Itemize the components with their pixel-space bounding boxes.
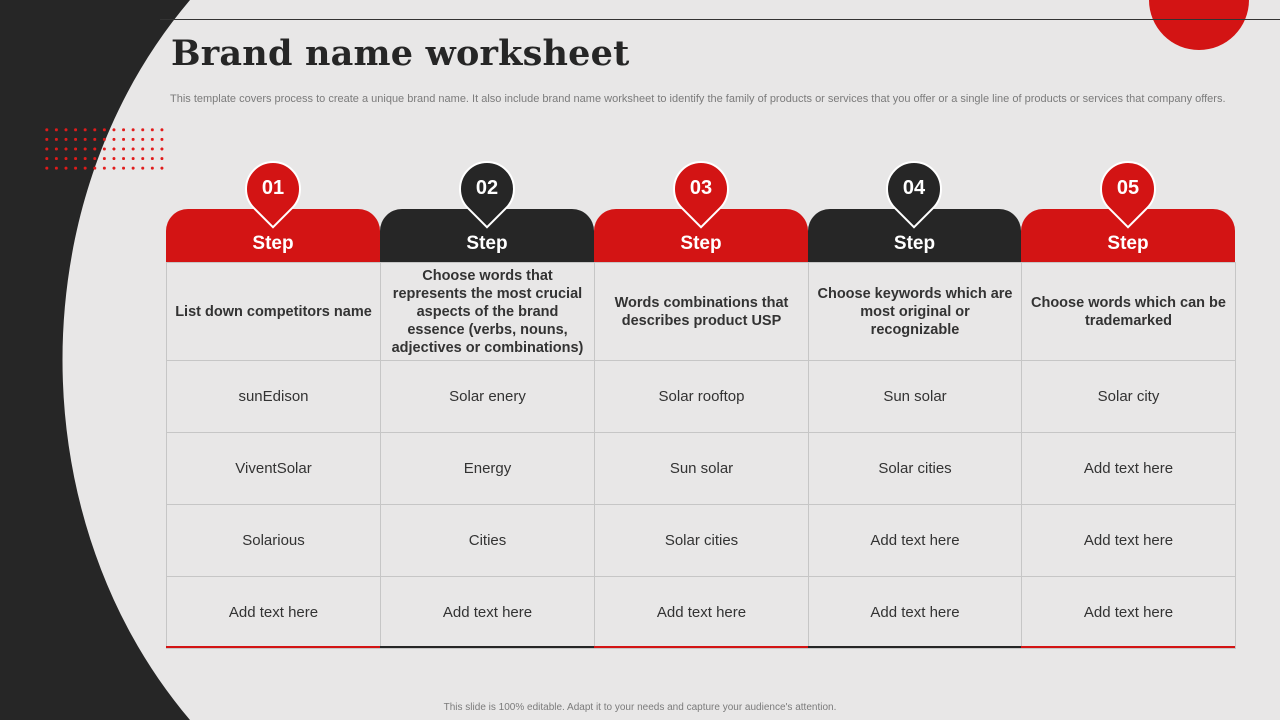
table-cell: Solarious [167, 505, 381, 577]
column-underline [594, 646, 808, 648]
top-divider [160, 19, 1280, 20]
table-cell: Solar rooftop [595, 361, 809, 433]
worksheet-table [166, 262, 1236, 649]
table-cell: Solar city [1022, 361, 1236, 433]
table-cell: Add text here [1022, 433, 1236, 505]
step-headers [166, 160, 1235, 264]
step-label: Step [893, 233, 936, 254]
table-row [167, 433, 1236, 505]
step-label: Step [680, 233, 722, 254]
step-4-heading: Choose keywords which are most original or recognizable [809, 263, 1022, 361]
step-header-3 [594, 160, 808, 264]
step-header-1 [166, 160, 380, 264]
step-number: 04 [902, 177, 926, 199]
table-cell: Solar enery [381, 361, 595, 433]
table-cell: Add text here [809, 505, 1022, 577]
step-header-5 [1021, 160, 1235, 264]
step-number: 05 [1116, 177, 1140, 199]
table-cell: Cities [381, 505, 595, 577]
table-cell: Sun solar [809, 361, 1022, 433]
step-1-heading: List down competitors name [167, 263, 381, 361]
column-underline [1021, 646, 1235, 648]
table-cell: ViventSolar [167, 433, 381, 505]
table-header-row [167, 263, 1236, 361]
dot-pattern [42, 125, 166, 173]
table-cell: Sun solar [595, 433, 809, 505]
table-cell: Add text here [1022, 505, 1236, 577]
table-cell: sunEdison [167, 361, 381, 433]
table-cell: Solar cities [595, 505, 809, 577]
step-label: Step [1107, 233, 1149, 254]
table-cell: Solar cities [809, 433, 1022, 505]
table-cell: Add text here [595, 577, 809, 649]
column-underline [808, 646, 1021, 648]
table-cell: Add text here [809, 577, 1022, 649]
table-row [167, 361, 1236, 433]
table-row [167, 577, 1236, 649]
table-cell: Add text here [381, 577, 595, 649]
step-label: Step [252, 233, 294, 254]
table-cell: Add text here [167, 577, 381, 649]
step-header-4 [808, 160, 1021, 264]
step-3-heading: Words combinations that describes product USP [595, 263, 809, 361]
footer-note: This slide is 100% editable. Adapt it to your needs and capture your audience's attention. [443, 702, 837, 713]
table-cell: Add text here [1022, 577, 1236, 649]
column-underline [380, 646, 594, 648]
step-5-heading: Choose words which can be trademarked [1022, 263, 1236, 361]
page-title: Brand name worksheet [171, 33, 630, 74]
table-cell: Energy [381, 433, 595, 505]
column-underline [166, 646, 380, 648]
table-row [167, 505, 1236, 577]
step-number: 01 [261, 177, 285, 199]
step-label: Step [466, 233, 508, 254]
step-header-2 [380, 160, 594, 264]
step-number: 03 [689, 177, 713, 199]
step-2-heading: Choose words that represents the most crucial aspects of the brand essence (verbs, nouns, adjectives or combinations) [381, 263, 595, 361]
page-subtitle: This template covers process to create a unique brand name. It also include brand name worksheet to identify the family of products or services that you offer or a single line of products or services that company offers. [170, 93, 1226, 105]
step-number: 02 [475, 177, 499, 199]
